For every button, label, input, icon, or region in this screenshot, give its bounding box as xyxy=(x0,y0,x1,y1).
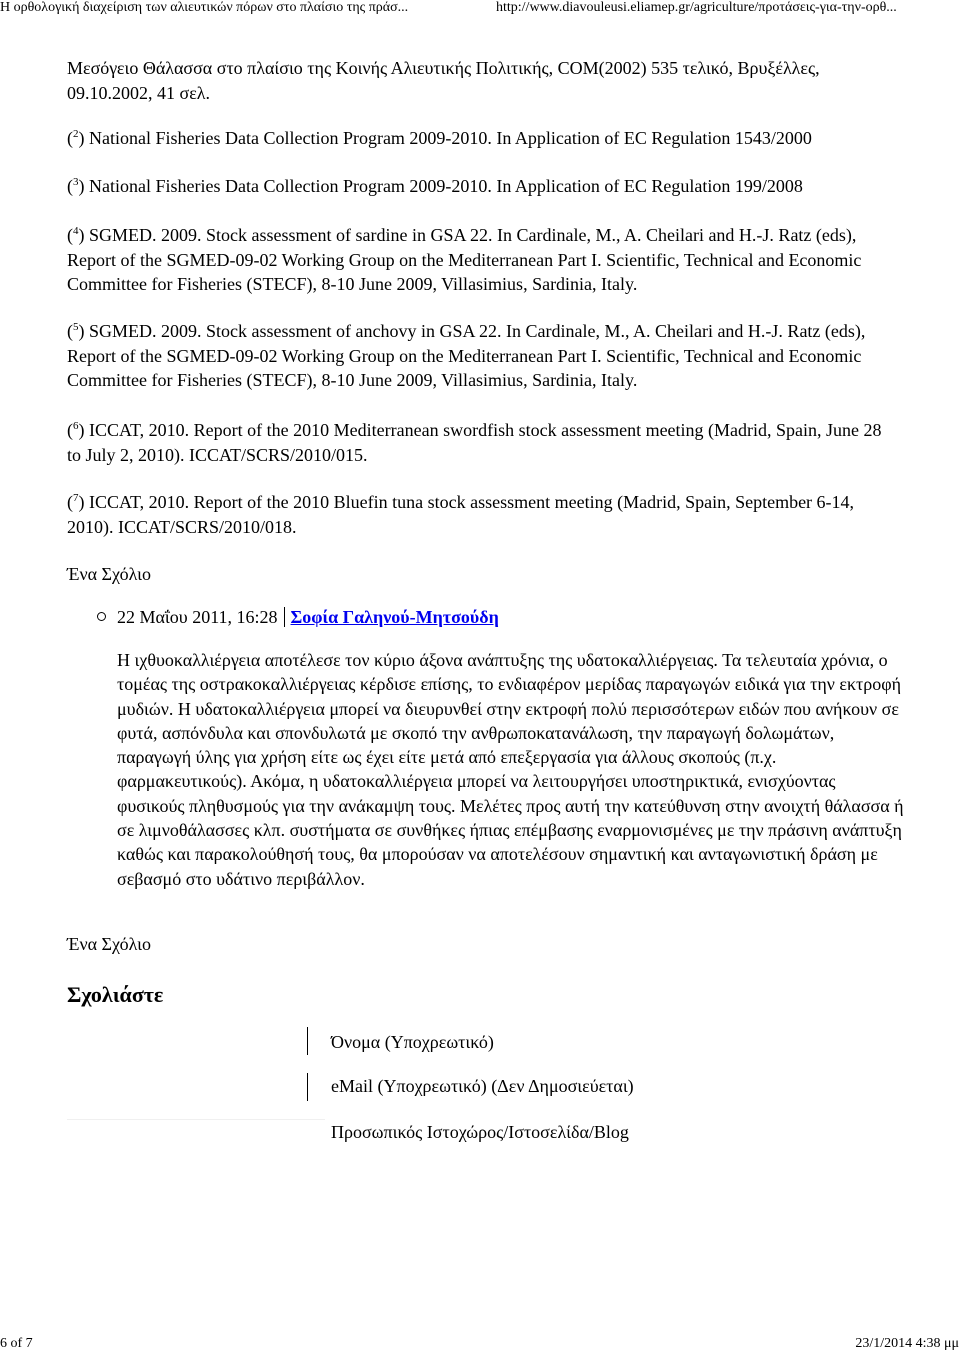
comment-count-top: Ένα Σχόλιο xyxy=(67,564,151,584)
reference-4-text: SGMED. 2009. Stock assessment of sardine in GSA 22. In Cardinale, M., A. Cheilari and H.-J. Ratz (eds), Report of the SGMED-09-02 Working Group on the Mediterranean Part I. Scientific, Technical and Economic Committee for Fisheries (STECF), 8-10 June 2009, Villasimius, Sardinia, Italy. xyxy=(67,225,862,294)
website-label: Προσωπικός Ιστοχώρος/Ιστοσελίδα/Blog xyxy=(331,1122,629,1142)
reference-6: ($^6$) ICCAT, 2010. Report of the 2010 Mediterranean swordfish stock assessment meeting (Madrid, Spain, June 28 to July 2, 2010). ICCAT/SCRS/2010/015. xyxy=(67,420,882,465)
reference-3: ($^3$) National Fisheries Data Collection Program 2009-2010. In Application of EC Regulation 199/2008 xyxy=(67,176,803,196)
reference-2-text: National Fisheries Data Collection Program 2009-2010. In Application of EC Regulation 1543/2000 xyxy=(89,128,812,148)
name-input[interactable] xyxy=(307,1027,308,1055)
website-input[interactable] xyxy=(67,1119,325,1120)
reference-7: ($^7$) ICCAT, 2010. Report of the 2010 Bluefin tuna stock assessment meeting (Madrid, Spain, September 6-14, 2010). ICCAT/SCRS/2010/018. xyxy=(67,492,855,537)
reference-7-text: ICCAT, 2010. Report of the 2010 Bluefin tuna stock assessment meeting (Madrid, Spain, September 6-14, 2010). ICCAT/SCRS/2010/018. xyxy=(67,492,855,537)
page-header-url: http://www.diavouleusi.eliamep.gr/agriculture/προτάσεις-για-την-ορθ... xyxy=(496,0,897,15)
reference-3-number: 3 xyxy=(73,176,79,188)
meta-divider xyxy=(284,607,285,627)
reference-5-number: 5 xyxy=(73,321,79,333)
reference-4-number: 4 xyxy=(73,225,79,237)
comment-author-link[interactable]: Σοφία Γαληνού-Μητσούδη xyxy=(290,607,499,627)
reference-2: ($^2$) National Fisheries Data Collection Program 2009-2010. In Application of EC Regulation 1543/2000 xyxy=(67,128,812,148)
print-datetime: 23/1/2014 4:38 μμ xyxy=(855,1336,959,1351)
comment-body: Η ιχθυοκαλλιέργεια αποτέλεσε τον κύριο άξονα ανάπτυξης της υδατοκαλλιέργειας. Τα τελευταία χρόνια, ο τομέας της οστρακοκαλλιέργειας κέρδισε επίσης, το ενδιαφέρον μερίδας παραγωγών ειδικά για την εκτροφή μυδιών. Η υδατοκαλλιέργεια μπορεί να διευρυνθεί στην εκτροφή πολύ περισσότερων ειδών που ανήκουν σε φυτά, ασπόνδυλα και σπονδυλωτά με σκοπό την ανθρωποκατανάλωση, την παραγωγή δολωμάτων, παραγωγή ύλης για χρήση είτε ως έχει είτε μετά από επεξεργασία για άλλους σκοπούς (π.χ. φαρμακευτικούς). Ακόμα, η υδατοκαλλιέργεια μπορεί να λειτουργήσει υποστηρικτικά, ενισχύοντας φυσικούς πληθυσμούς για την ανάκαμψη τους. Μελέτες προς αυτή την κατεύθυνση στην ανοιχτή θάλασσα ή σε λιμνοθάλασσες κλπ. συστήματα σε συνθήκες ήπιας επέμβασης εναρμονισμένες με την πράσινη ανάπτυξη καθώς και παρακολούθησή τους, θα μπορούσαν να αποτελέσουν σημαντική και ανταγωνιστική δράση με σεβασμό στο υδάτινο περιβάλλον. xyxy=(117,650,904,889)
reference-3-text: National Fisheries Data Collection Program 2009-2010. In Application of EC Regulation 199/2008 xyxy=(89,176,803,196)
reference-2-number: 2 xyxy=(73,128,79,140)
page-number: 6 of 7 xyxy=(0,1336,33,1351)
name-label: Όνομα (Υποχρεωτικό) xyxy=(331,1032,494,1052)
bullet-icon xyxy=(97,612,106,621)
page-header-title: Η ορθολογική διαχείριση των αλιευτικών πόρων στο πλαίσιο της πράσ... xyxy=(0,0,409,15)
reference-6-text: ICCAT, 2010. Report of the 2010 Mediterranean swordfish stock assessment meeting (Madrid, Spain, June 28 to July 2, 2010). ICCAT/SCRS/2010/015. xyxy=(67,420,882,465)
comment-count-bottom: Ένα Σχόλιο xyxy=(67,934,151,954)
comment-form-heading: Σχολιάστε xyxy=(67,982,164,1007)
email-label: eMail (Υποχρεωτικό) (Δεν Δημοσιεύεται) xyxy=(331,1076,634,1096)
reference-6-number: 6 xyxy=(73,420,79,432)
email-input[interactable] xyxy=(307,1073,308,1101)
reference-1-continued: Μεσόγειο Θάλασσα στο πλαίσιο της Κοινής Αλιευτικής Πολιτικής, COM(2002) 535 τελικό, Βρυξέλλες, 09.10.2002, 41 σελ. xyxy=(67,58,820,103)
comment-meta xyxy=(117,605,499,629)
comment-date: 22 Μαΐου 2011, 16:28 xyxy=(117,607,278,627)
reference-4: ($^4$) SGMED. 2009. Stock assessment of sardine in GSA 22. In Cardinale, M., A. Cheilari and H.-J. Ratz (eds), Report of the SGMED-09-02 Working Group on the Mediterranean Part I. Scientific, Technical and Economic Committee for Fisheries (STECF), 8-10 June 2009, Villasimius, Sardinia, Italy. xyxy=(67,225,862,294)
reference-5-text: SGMED. 2009. Stock assessment of anchovy in GSA 22. In Cardinale, M., A. Cheilari and H.-J. Ratz (eds), Report of the SGMED-09-02 Working Group on the Mediterranean Part I. Scientific, Technical and Economic Committee for Fisheries (STECF), 8-10 June 2009, Villasimius, Sardinia, Italy. xyxy=(67,321,866,390)
reference-7-number: 7 xyxy=(73,492,79,504)
reference-5: ($^5$) SGMED. 2009. Stock assessment of anchovy in GSA 22. In Cardinale, M., A. Cheilari and H.-J. Ratz (eds), Report of the SGMED-09-02 Working Group on the Mediterranean Part I. Scientific, Technical and Economic Committee for Fisheries (STECF), 8-10 June 2009, Villasimius, Sardinia, Italy. xyxy=(67,321,866,390)
